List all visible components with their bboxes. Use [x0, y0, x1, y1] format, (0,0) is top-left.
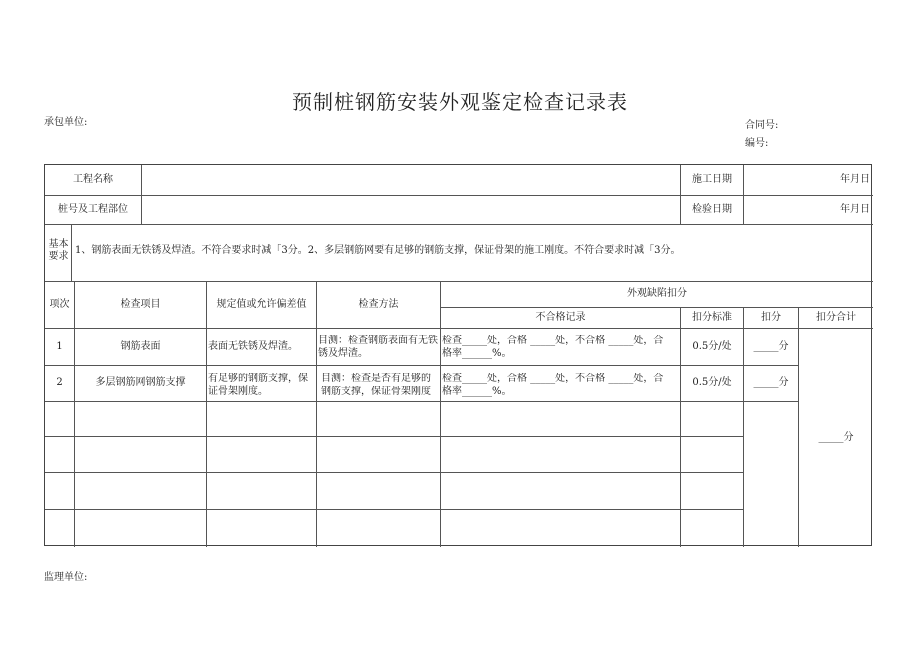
inspection-date-label: 检验日期 — [692, 203, 732, 215]
serial-no-label: 编号: — [745, 138, 769, 149]
header-method: 检查方法 — [358, 298, 399, 310]
row2-seq: 2 — [56, 377, 63, 388]
construction-date-label: 施工日期 — [692, 174, 732, 185]
row-divider — [45, 224, 873, 225]
row2-deduct[interactable]: _____分 — [753, 377, 789, 388]
inspection-date-value[interactable]: 年月日 — [840, 203, 870, 215]
row2-spec-line2: 证骨架刚度。 — [208, 386, 268, 397]
col-divider — [71, 224, 72, 281]
row1-spec: 表面无铁锈及焊渣。 — [208, 340, 298, 352]
row1-record-line1[interactable]: 检查_____处，合格 _____处，不合格 _____处，合 — [442, 335, 664, 346]
header-spec: 规定值或允许偏差值 — [216, 298, 307, 310]
total-deduct[interactable]: _____分 — [818, 432, 854, 443]
header-std: 扣分标准 — [692, 312, 732, 323]
row2-std: 0.5分/处 — [692, 377, 732, 388]
pile-location-field[interactable] — [142, 195, 680, 224]
inspection-table — [44, 164, 872, 546]
requirements-label-line2: 要求 — [48, 251, 69, 262]
row1-seq: 1 — [56, 340, 63, 352]
header-defect-group: 外观缺陷扣分 — [627, 288, 687, 299]
row-divider — [45, 472, 743, 473]
header-deduct: 扣分 — [761, 312, 781, 323]
row2-spec-line1: 有足够的钢筋支撑，保 — [208, 373, 308, 384]
row-divider — [45, 401, 798, 402]
contractor-label: 承包单位: — [44, 117, 88, 128]
row2-record-line2[interactable]: 格率______%。 — [442, 386, 512, 397]
header-total: 扣分合计 — [816, 312, 856, 323]
requirements-label-line1: 基本 — [48, 239, 69, 250]
pile-location-label: 桩号及工程部位 — [58, 203, 128, 215]
page-title: 预制桩钢筋安装外观鉴定检查记录表 — [292, 90, 628, 114]
header-seq: 项次 — [49, 298, 70, 310]
row1-std: 0.5分/处 — [692, 340, 732, 352]
header-item: 检查项目 — [120, 298, 161, 310]
row2-method-line1: 目测：检查是否有足够的 — [321, 373, 431, 384]
row2-item: 多层钢筋网钢筋支撑 — [95, 377, 186, 388]
contract-no-label: 合同号: — [745, 120, 779, 131]
header-nonconform: 不合格记录 — [535, 312, 586, 323]
row2-record-line1[interactable]: 检查_____处，合格 _____处，不合格 _____处，合 — [442, 373, 664, 384]
row1-method-line2: 锈及焊渣。 — [318, 348, 368, 359]
row1-record-line2[interactable]: 格率______%。 — [442, 348, 512, 359]
row1-deduct[interactable]: _____分 — [753, 340, 789, 352]
row-divider — [45, 436, 743, 437]
project-name-label: 工程名称 — [73, 174, 113, 185]
project-name-field[interactable] — [142, 165, 680, 195]
requirements-text: 1、钢筋表面无铁锈及焊渣。不符合要求时减「3分。2、多层钢筋网要有足够的钢筋支撑，保证骨架的施工刚度。不符合要求时减「3分。 — [75, 245, 681, 256]
supervisor-label: 监理单位: — [44, 572, 88, 583]
row2-method-line2: 钢筋支撑，保证骨架刚度 — [321, 386, 431, 397]
row-divider — [45, 509, 743, 510]
row1-method-line1: 目测：检查钢筋表面有无铁 — [318, 335, 438, 346]
construction-date-value[interactable]: 年月日 — [840, 174, 870, 185]
row1-item: 钢筋表面 — [120, 340, 161, 352]
